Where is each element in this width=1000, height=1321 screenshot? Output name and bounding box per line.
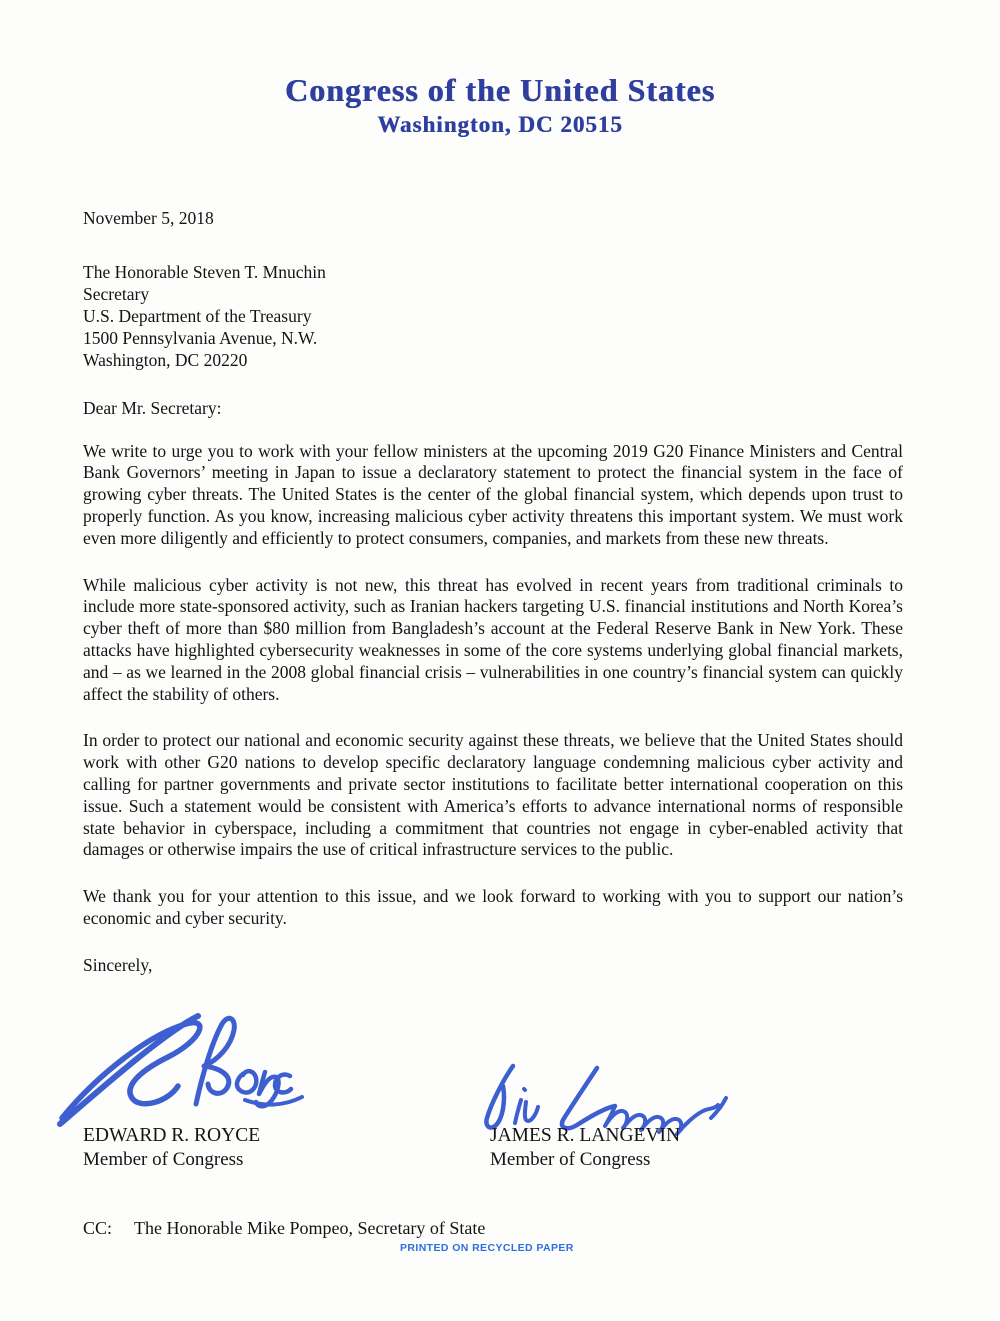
signer-title: Member of Congress [490,1149,651,1170]
body-paragraph-2: While malicious cyber activity is not new, this threat has evolved in recent years from traditional criminals to include more state-sponsored activity, such as Iranian hackers targeting U.S. financial institutions and North Korea’s cyber theft of more than $80 million from Bangladesh’s account at the Federal Reserve Bank in New York. These attacks have highlighted cybersecurity weaknesses in some of the core systems underlying global financial markets, and – as we learned in the 2008 global financial crisis – vulnerabilities in one country’s financial system can quickly affect the stability of others. [83,574,903,704]
signer-block-royce [83,1124,260,1172]
recipient-line: Secretary [83,283,150,304]
date-line: November 5, 2018 [83,208,214,228]
recipient-line: The Honorable Steven T. Mnuchin [83,261,326,282]
signer-block-langevin [490,1124,680,1172]
cc-line [83,1218,485,1239]
recipient-line: U.S. Department of the Treasury [83,305,312,326]
royce-signature [50,1012,305,1128]
cc-text: The Honorable Mike Pompeo, Secretary of State [134,1218,486,1238]
signer-name: EDWARD R. ROYCE [83,1125,261,1146]
recipient-line: 1500 Pennsylvania Avenue, N.W. [83,327,318,348]
letterhead [0,72,1000,138]
cc-label: CC: [83,1218,113,1238]
salutation: Dear Mr. Secretary: [83,397,222,418]
recycled-paper-note: PRINTED ON RECYCLED PAPER [400,1242,574,1254]
letter-body [83,208,903,977]
closing: Sincerely, [83,954,153,975]
signer-title: Member of Congress [83,1149,244,1170]
recipient-line: Washington, DC 20220 [83,349,248,370]
recipient-address [83,261,903,371]
letterhead-subtitle: Washington, DC 20515 [377,112,623,137]
body-paragraph-1: We write to urge you to work with your fellow ministers at the upcoming 2019 G20 Finance Ministers and Central Bank Governors’ meeting in Japan to issue a declaratory statement to protect the financial system in the face of growing cyber threats. The United States is the center of the global financial system, which depends upon trust to properly function. As you know, increasing malicious cyber activity threatens this important system. We must work even more diligently and efficiently to protect consumers, companies, and markets from these new threats. [83,440,903,548]
body-paragraph-3: In order to protect our national and economic security against these threats, we believe that the United States should work with other G20 nations to develop specific declaratory language condemning malicious cyber activity and calling for partner governments and private sector institutions to facilitate better international cooperation on this issue. Such a statement would be consistent with America’s efforts to advance international norms of responsible state behavior in cyberspace, including a commitment that countries not engage in cyber-enabled activity that damages or otherwise impairs the use of critical infrastructure services to the public. [83,730,903,860]
letterhead-title: Congress of the United States [284,72,716,108]
signer-name: JAMES R. LANGEVIN [490,1125,681,1146]
body-paragraph-4: We thank you for your attention to this issue, and we look forward to working with you to support our nation’s economic and cyber security. [83,886,903,928]
